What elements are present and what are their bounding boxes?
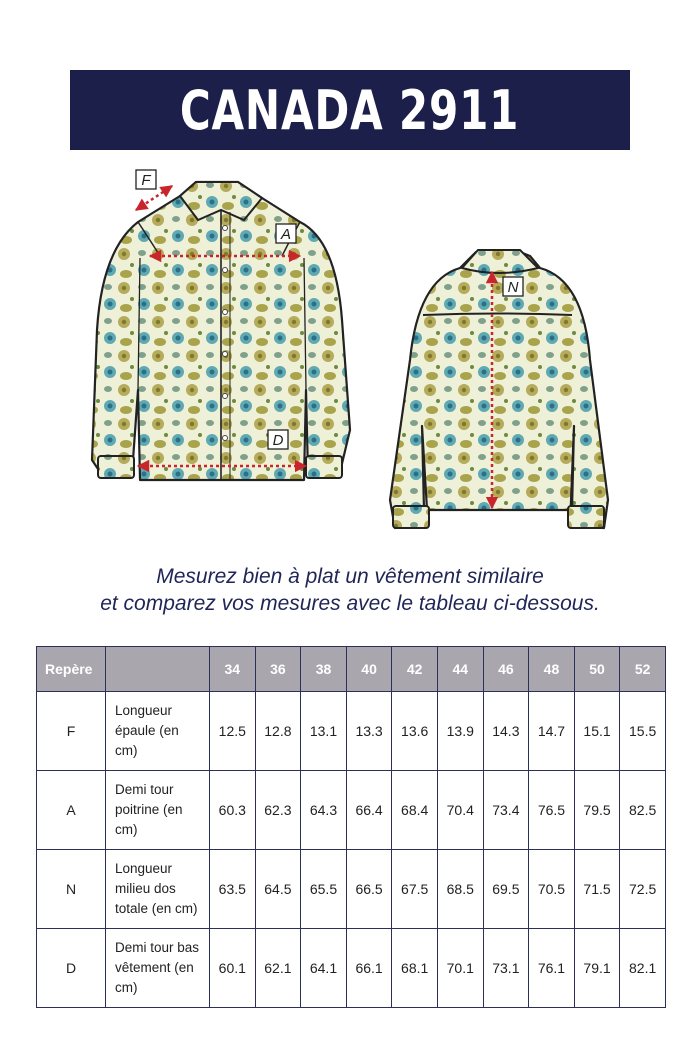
size-header: 48 bbox=[529, 647, 575, 692]
instructions-line-1: Mesurez bien à plat un vêtement similaire bbox=[156, 565, 544, 588]
value-cell: 67.5 bbox=[392, 850, 438, 929]
table-row bbox=[37, 771, 666, 850]
value-cell: 66.1 bbox=[346, 929, 392, 1008]
measure-label: Demi tour bas vêtement (en cm) bbox=[106, 929, 210, 1008]
shirt-front bbox=[92, 170, 350, 480]
value-cell: 66.5 bbox=[346, 850, 392, 929]
value-cell: 13.9 bbox=[437, 692, 483, 771]
value-cell: 68.5 bbox=[437, 850, 483, 929]
size-header: 44 bbox=[437, 647, 483, 692]
value-cell: 15.1 bbox=[574, 692, 620, 771]
value-cell: 65.5 bbox=[301, 850, 347, 929]
measure-label: Longueur épaule (en cm) bbox=[106, 692, 210, 771]
value-cell: 64.1 bbox=[301, 929, 347, 1008]
value-cell: 79.5 bbox=[574, 771, 620, 850]
value-cell: 64.3 bbox=[301, 771, 347, 850]
table-row bbox=[37, 692, 666, 771]
value-cell: 13.3 bbox=[346, 692, 392, 771]
value-cell: 62.1 bbox=[255, 929, 301, 1008]
size-table bbox=[36, 646, 666, 1008]
value-cell: 64.5 bbox=[255, 850, 301, 929]
value-cell: 60.1 bbox=[210, 929, 256, 1008]
table-row bbox=[37, 929, 666, 1008]
value-cell: 12.8 bbox=[255, 692, 301, 771]
size-header: 46 bbox=[483, 647, 529, 692]
shirt-back bbox=[390, 250, 608, 528]
value-cell: 82.5 bbox=[620, 771, 666, 850]
value-cell: 63.5 bbox=[210, 850, 256, 929]
repere-cell: N bbox=[37, 850, 106, 929]
measure-label: Longueur milieu dos totale (en cm) bbox=[106, 850, 210, 929]
value-cell: 76.5 bbox=[529, 771, 575, 850]
value-cell: 70.1 bbox=[437, 929, 483, 1008]
repere-cell: A bbox=[37, 771, 106, 850]
size-header: 38 bbox=[301, 647, 347, 692]
value-cell: 70.4 bbox=[437, 771, 483, 850]
value-cell: 14.7 bbox=[529, 692, 575, 771]
size-header: 34 bbox=[210, 647, 256, 692]
garment-illustration bbox=[0, 160, 700, 540]
measure-label: Demi tour poitrine (en cm) bbox=[106, 771, 210, 850]
value-cell: 13.6 bbox=[392, 692, 438, 771]
instructions-line-2: et comparez vos mesures avec le tableau ci-dessous. bbox=[100, 592, 600, 615]
value-cell: 69.5 bbox=[483, 850, 529, 929]
size-header-row bbox=[37, 647, 666, 692]
value-cell: 82.1 bbox=[620, 929, 666, 1008]
marker-d-label: D bbox=[272, 432, 284, 449]
size-header: 42 bbox=[392, 647, 438, 692]
size-header: 50 bbox=[574, 647, 620, 692]
page-title: CANADA 2911 bbox=[180, 78, 520, 142]
value-cell: 79.1 bbox=[574, 929, 620, 1008]
size-header: 40 bbox=[346, 647, 392, 692]
value-cell: 72.5 bbox=[620, 850, 666, 929]
title-banner bbox=[70, 70, 630, 150]
label-header bbox=[106, 647, 210, 692]
value-cell: 70.5 bbox=[529, 850, 575, 929]
value-cell: 73.4 bbox=[483, 771, 529, 850]
value-cell: 66.4 bbox=[346, 771, 392, 850]
value-cell: 68.1 bbox=[392, 929, 438, 1008]
marker-n-label: N bbox=[507, 279, 519, 296]
value-cell: 14.3 bbox=[483, 692, 529, 771]
value-cell: 62.3 bbox=[255, 771, 301, 850]
size-header: 52 bbox=[620, 647, 666, 692]
value-cell: 73.1 bbox=[483, 929, 529, 1008]
repere-cell: D bbox=[37, 929, 106, 1008]
value-cell: 15.5 bbox=[620, 692, 666, 771]
value-cell: 71.5 bbox=[574, 850, 620, 929]
value-cell: 13.1 bbox=[301, 692, 347, 771]
value-cell: 12.5 bbox=[210, 692, 256, 771]
value-cell: 68.4 bbox=[392, 771, 438, 850]
value-cell: 60.3 bbox=[210, 771, 256, 850]
repere-cell: F bbox=[37, 692, 106, 771]
table-row bbox=[37, 850, 666, 929]
size-header: 36 bbox=[255, 647, 301, 692]
marker-f-label: F bbox=[141, 172, 151, 189]
marker-a-label: A bbox=[280, 226, 292, 243]
repere-header: Repère bbox=[37, 647, 106, 692]
instructions bbox=[0, 563, 700, 617]
value-cell: 76.1 bbox=[529, 929, 575, 1008]
